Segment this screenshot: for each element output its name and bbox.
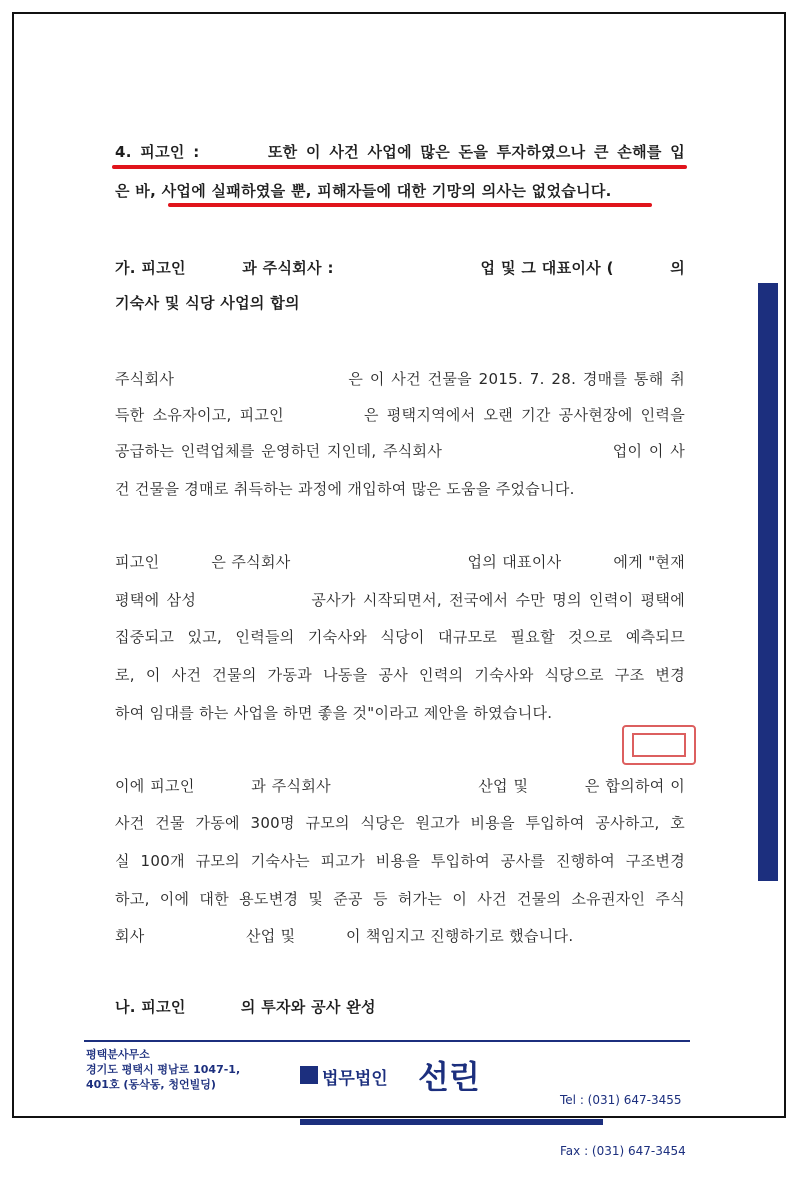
para2-line-3: 집중되고 있고, 인력들의 기숙사와 식당이 대규모로 필요할 것으로 예측되므	[115, 628, 685, 646]
heading-underline-1	[112, 165, 687, 169]
para3-line-4: 하고, 이에 대한 용도변경 및 준공 등 허가는 이 사건 건물의 소유권자인 주식	[115, 890, 685, 908]
para3-line-5: 회사 산업 및 이 책임지고 진행하기로 했습니다.	[115, 927, 574, 945]
footer-address-block	[86, 1047, 240, 1092]
para1-line-4: 건 건물을 경매로 취득하는 과정에 개입하여 많은 도움을 주었습니다.	[115, 480, 575, 498]
para2-line-1: 피고인 은 주식회사 업의 대표이사 에게 "현재	[115, 553, 685, 571]
footer-fax: Fax : (031) 647-3454	[560, 1144, 686, 1158]
para3-line-1: 이에 피고인 과 주식회사 산업 및 은 합의하여 이	[115, 777, 685, 795]
para1-line-3: 공급하는 인력업체를 운영하던 지인데, 주식회사 업이 이 사	[115, 442, 685, 460]
para2-line-2: 평택에 삼성 공사가 시작되면서, 전국에서 수만 명의 인력이 평택에	[115, 591, 685, 609]
footer-rule	[84, 1040, 690, 1042]
section-ga-title-2: 기숙사 및 식당 사업의 합의	[115, 294, 300, 312]
para2-line-5: 하여 임대를 하는 사업을 하면 좋을 것"이라고 제안을 하였습니다.	[115, 704, 553, 722]
heading-line-1: 4. 피고인 : 또한 이 사건 사업에 많은 돈을 투자하였으나 큰 손해를 입	[115, 143, 685, 161]
para3-line-3: 실 100개 규모의 기숙사는 피고가 비용을 투입하여 공사를 진행하여 구조변경	[115, 852, 685, 870]
para1-line-1: 주식회사 은 이 사건 건물을 2015. 7. 28. 경매를 통해 취	[115, 370, 685, 388]
footer-address-1: 경기도 평택시 평남로 1047-1,	[86, 1063, 241, 1076]
footer-address-2: 401호 (동삭동, 청언빌딩)	[86, 1078, 216, 1091]
firm-prefix: 법무법인	[322, 1069, 388, 1089]
para2-line-4: 로, 이 사건 건물의 가동과 나동을 공사 인력의 기숙사와 식당으로 구조 변경	[115, 666, 685, 684]
footer-contact-block	[560, 1058, 686, 1177]
section-na-title: 나. 피고인 의 투자와 공사 완성	[115, 998, 376, 1016]
footer-tel: Tel : (031) 647-3455	[560, 1093, 682, 1107]
seal-stamp	[622, 725, 696, 765]
firm-logo-icon	[300, 1066, 318, 1084]
side-accent-bar	[758, 283, 778, 881]
para3-line-2: 사건 건물 가동에 300명 규모의 식당은 원고가 비용을 투입하여 공사하고, 호	[115, 814, 685, 832]
footer-office: 평택분사무소	[86, 1048, 150, 1061]
heading-underline-2	[168, 203, 652, 207]
section-ga-title-1: 가. 피고인 과 주식회사 : 업 및 그 대표이사 ( 의	[115, 259, 685, 277]
footer-bottom-bar	[300, 1119, 603, 1125]
firm-name: 선린	[418, 1058, 480, 1096]
para1-line-2: 득한 소유자이고, 피고인 은 평택지역에서 오랜 기간 공사현장에 인력을	[115, 406, 685, 424]
heading-line-2: 은 바, 사업에 실패하였을 뿐, 피해자들에 대한 기망의 의사는 없었습니다.	[115, 182, 612, 200]
